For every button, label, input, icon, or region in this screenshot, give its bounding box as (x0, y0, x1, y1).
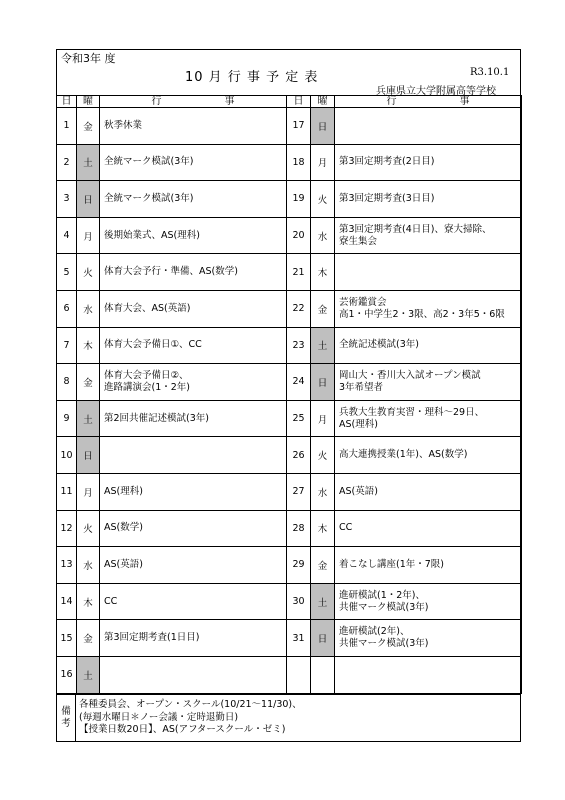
event-cell (100, 144, 287, 181)
day-cell: 17 (287, 108, 311, 145)
table-row (57, 437, 522, 474)
day-cell (287, 656, 311, 693)
weekday-cell: 木 (77, 583, 100, 620)
weekday-cell: 日 (311, 364, 335, 401)
day-cell: 16 (57, 656, 77, 693)
event-cell (335, 181, 522, 218)
day-cell: 19 (287, 181, 311, 218)
day-cell: 14 (57, 583, 77, 620)
day-cell: 20 (287, 217, 311, 254)
day-cell: 23 (287, 327, 311, 364)
event-cell (335, 547, 522, 584)
day-cell: 8 (57, 364, 77, 401)
weekday-cell: 火 (311, 181, 335, 218)
weekday-cell: 土 (311, 327, 335, 364)
notes-table (56, 694, 521, 742)
day-cell: 5 (57, 254, 77, 291)
table-row (57, 181, 522, 218)
day-cell: 28 (287, 510, 311, 547)
event-cell (100, 254, 287, 291)
event-cell (100, 108, 287, 145)
day-cell: 9 (57, 400, 77, 437)
event-line: 3年希望者 (339, 381, 384, 393)
weekday-cell: 木 (311, 254, 335, 291)
weekday-cell: 金 (77, 108, 100, 145)
notes-line: (毎週水曜日＊ノー会議・定時退勤日) (79, 711, 239, 723)
col-event-right: 事 (459, 95, 470, 107)
event-line: 第3回定期考査(1日目) (104, 632, 200, 644)
event-line: AS(英語) (104, 558, 143, 570)
weekday-cell: 金 (311, 547, 335, 584)
event-line: 進路講演会(1・2年) (104, 381, 191, 393)
event-line: 進研模試(2年)、 (339, 626, 410, 638)
notes-line: 【授業日数20日】、AS(アフタースクール・ゼミ) (79, 724, 286, 736)
table-row (57, 620, 522, 657)
table-row (57, 547, 522, 584)
col-event-right: 事 (224, 95, 235, 107)
day-cell: 10 (57, 437, 77, 474)
weekday-cell: 水 (311, 217, 335, 254)
notes-label (57, 695, 76, 742)
event-line: 進研模試(1・2年)、 (339, 589, 426, 601)
day-cell: 6 (57, 290, 77, 327)
event-cell (335, 437, 522, 474)
table-row (57, 510, 522, 547)
event-cell (335, 510, 522, 547)
weekday-cell: 金 (77, 620, 100, 657)
weekday-cell: 土 (77, 400, 100, 437)
issue-date: R3.10.1 (470, 67, 510, 78)
day-cell: 30 (287, 583, 311, 620)
col-day: 日 (287, 96, 311, 108)
event-line: AS(英語) (339, 485, 378, 497)
table-row (57, 400, 522, 437)
col-weekday: 曜 (311, 96, 335, 108)
weekday-cell: 水 (311, 473, 335, 510)
event-cell (100, 181, 287, 218)
event-cell (100, 620, 287, 657)
event-cell (335, 364, 522, 401)
event-line: 高大連携授業(1年)、AS(数学) (339, 449, 468, 461)
day-cell: 13 (57, 547, 77, 584)
event-line: 共催マーク模試(3年) (339, 638, 429, 650)
weekday-cell: 木 (77, 327, 100, 364)
event-cell (335, 620, 522, 657)
event-line: 体育大会予行・準備、AS(数学) (104, 266, 238, 278)
day-cell: 3 (57, 181, 77, 218)
weekday-cell: 月 (311, 144, 335, 181)
col-weekday: 曜 (77, 96, 100, 108)
event-line: 第3回定期考査(3日目) (339, 192, 435, 204)
notes-body (76, 695, 521, 742)
weekday-cell: 日 (77, 437, 100, 474)
notes-line: 各種委員会、オープン・スクール(10/21～11/30)、 (79, 699, 302, 711)
day-cell: 22 (287, 290, 311, 327)
event-line: 第3回定期考査(2日目) (339, 156, 435, 168)
event-line: 第3回定期考査(4日目)、寮大掃除、 (339, 223, 492, 235)
weekday-cell: 月 (311, 400, 335, 437)
event-line: 高1・中学生2・3限、高2・3年5・6限 (339, 308, 505, 320)
day-cell: 15 (57, 620, 77, 657)
weekday-cell: 水 (77, 290, 100, 327)
day-cell: 31 (287, 620, 311, 657)
event-line: 共催マーク模試(3年) (339, 601, 429, 613)
col-day: 日 (57, 96, 77, 108)
event-cell (100, 510, 287, 547)
table-row (57, 327, 522, 364)
event-cell (100, 547, 287, 584)
event-line: 岡山大・香川大入試オープン模試 (339, 369, 481, 381)
event-cell (335, 254, 522, 291)
weekday-cell: 土 (77, 656, 100, 693)
event-cell (100, 364, 287, 401)
event-cell (100, 437, 287, 474)
day-cell: 18 (287, 144, 311, 181)
event-line: 全統マーク模試(3年) (104, 156, 194, 168)
weekday-cell: 月 (77, 217, 100, 254)
event-line: AS(理科) (339, 418, 378, 430)
weekday-cell: 日 (311, 108, 335, 145)
event-line: 体育大会予備日①、CC (104, 339, 202, 351)
event-line: 後期始業式、AS(理科) (104, 229, 200, 241)
weekday-cell: 火 (311, 437, 335, 474)
event-line: CC (104, 595, 118, 607)
event-line: 第2回共催記述模試(3年) (104, 412, 210, 424)
event-cell (335, 400, 522, 437)
table-row (57, 217, 522, 254)
event-cell (100, 400, 287, 437)
weekday-cell: 土 (77, 144, 100, 181)
day-cell: 21 (287, 254, 311, 291)
weekday-cell: 日 (77, 181, 100, 218)
event-cell (335, 656, 522, 693)
weekday-cell (311, 656, 335, 693)
weekday-cell: 木 (311, 510, 335, 547)
event-line: 体育大会予備日②、 (104, 369, 189, 381)
event-line: CC (339, 522, 353, 534)
table-row (57, 108, 522, 145)
event-line: 秋季休業 (104, 119, 143, 131)
event-cell (335, 144, 522, 181)
event-cell (335, 583, 522, 620)
school-name: 兵庫県立大学附属高等学校 (376, 86, 496, 97)
event-line: AS(数学) (104, 522, 143, 534)
schedule-table (56, 95, 522, 694)
table-row (57, 364, 522, 401)
day-cell: 24 (287, 364, 311, 401)
weekday-cell: 金 (77, 364, 100, 401)
weekday-cell: 日 (311, 620, 335, 657)
table-row (57, 290, 522, 327)
table-row (57, 583, 522, 620)
event-line: 寮生集会 (339, 235, 378, 247)
event-line: 芸術鑑賞会 (339, 296, 387, 308)
weekday-cell: 金 (311, 290, 335, 327)
weekday-cell: 月 (77, 473, 100, 510)
day-cell: 1 (57, 108, 77, 145)
day-cell: 7 (57, 327, 77, 364)
day-cell: 2 (57, 144, 77, 181)
event-cell (335, 473, 522, 510)
event-cell (335, 327, 522, 364)
notes-label-1: 備 (61, 706, 71, 717)
event-cell (100, 583, 287, 620)
table-row (57, 473, 522, 510)
event-line: 全統マーク模試(3年) (104, 192, 194, 204)
event-line: 兵教大生教育実習・理科～29日、 (339, 406, 485, 418)
day-cell: 12 (57, 510, 77, 547)
day-cell: 26 (287, 437, 311, 474)
table-row (57, 144, 522, 181)
page-title: 10 月 行 事 予 定 表 (185, 70, 319, 85)
weekday-cell: 土 (311, 583, 335, 620)
event-cell (100, 656, 287, 693)
event-line: AS(理科) (104, 485, 143, 497)
notes-label-2: 考 (61, 718, 71, 729)
weekday-cell: 火 (77, 510, 100, 547)
event-cell (100, 290, 287, 327)
day-cell: 11 (57, 473, 77, 510)
event-cell (100, 217, 287, 254)
col-event-left: 行 (386, 95, 397, 107)
event-cell (100, 473, 287, 510)
fiscal-year-label: 令和3年 度 (61, 52, 116, 65)
event-line: 着こなし講座(1年・7限) (339, 558, 445, 570)
day-cell: 27 (287, 473, 311, 510)
event-line: 体育大会、AS(英語) (104, 302, 191, 314)
col-event-left: 行 (151, 95, 162, 107)
table-row (57, 656, 522, 693)
event-line: 全統記述模試(3年) (339, 339, 419, 351)
day-cell: 29 (287, 547, 311, 584)
event-cell (100, 327, 287, 364)
day-cell: 25 (287, 400, 311, 437)
weekday-cell: 水 (77, 547, 100, 584)
col-event (100, 96, 287, 108)
day-cell: 4 (57, 217, 77, 254)
event-cell (335, 217, 522, 254)
table-row (57, 254, 522, 291)
col-event (335, 96, 522, 108)
weekday-cell: 火 (77, 254, 100, 291)
event-cell (335, 108, 522, 145)
event-cell (335, 290, 522, 327)
table-header-row (57, 96, 522, 108)
